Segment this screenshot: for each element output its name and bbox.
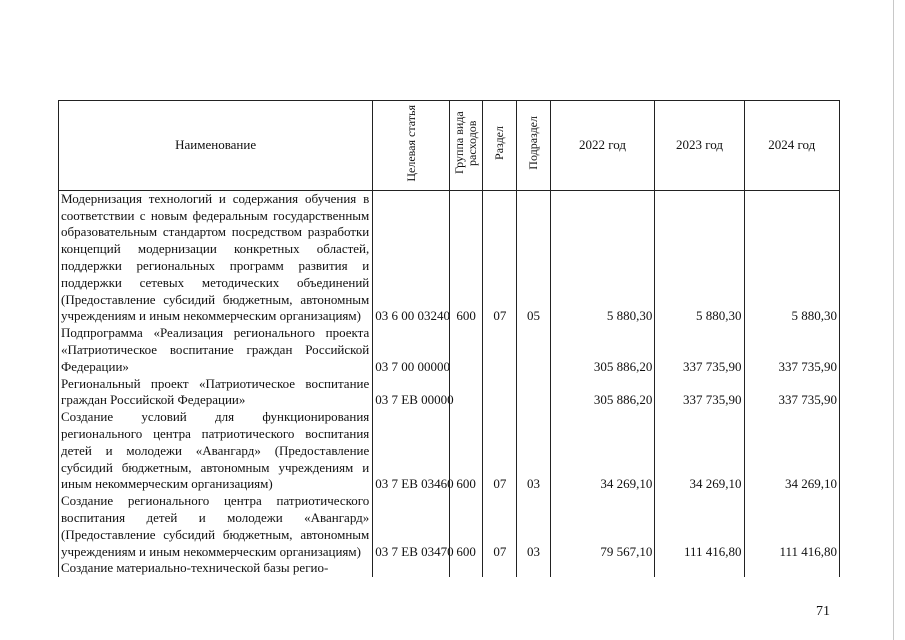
row-2023: 34 269,10 — [655, 409, 744, 493]
row-2024: 337 735,90 — [744, 325, 839, 375]
table-row — [59, 560, 840, 577]
row-2022: 79 567,10 — [550, 493, 655, 560]
row-name: Модернизация технологий и содержания обучения в соответствии с новым федеральным государственным образовательным стандартом посредством разработки концепций модернизации конкретных областей, поддержки региональных программ развития и поддержки сетевых методических объединений (Предоставление субсидий бюджетным, автономным учреждениям и иным некоммерческим организациям) — [59, 190, 373, 325]
table-row — [59, 190, 840, 325]
row-group: 600 — [450, 190, 483, 325]
table-row — [59, 376, 840, 410]
row-name: Подпрограмма «Реализация регионального проекта «Патриотическое воспитание граждан Российской Федерации» — [59, 325, 373, 375]
table-row — [59, 409, 840, 493]
row-2024: 337 735,90 — [744, 376, 839, 410]
header-name: Наименование — [59, 101, 373, 191]
row-section — [483, 560, 517, 577]
row-section: 07 — [483, 190, 517, 325]
row-subsection: 03 — [517, 493, 550, 560]
row-subsection — [517, 560, 550, 577]
row-2023: 111 416,80 — [655, 493, 744, 560]
header-subsection: Подраздел — [517, 101, 550, 191]
header-expense-group: Группа вида расходов — [450, 101, 483, 191]
row-group: 600 — [450, 409, 483, 493]
row-group — [450, 560, 483, 577]
row-article: 03 7 EB 03460 — [373, 409, 450, 493]
row-article: 03 7 00 00000 — [373, 325, 450, 375]
row-subsection: 05 — [517, 190, 550, 325]
header-row — [59, 101, 840, 191]
row-name: Региональный проект «Патриотическое воспитание граждан Российской Федерации» — [59, 376, 373, 410]
header-section: Раздел — [483, 101, 517, 191]
row-section — [483, 376, 517, 410]
row-2022 — [550, 560, 655, 577]
row-2024: 111 416,80 — [744, 493, 839, 560]
row-2024: 34 269,10 — [744, 409, 839, 493]
header-2022: 2022 год — [550, 101, 655, 191]
row-name: Создание материально-технической базы регио- — [59, 560, 373, 577]
row-2023 — [655, 560, 744, 577]
row-2024: 5 880,30 — [744, 190, 839, 325]
row-name: Создание регионального центра патриотического воспитания детей и молодежи «Авангард» (Предоставление субсидий бюджетным, автономным учреждениям и иным некоммерческим организациям) — [59, 493, 373, 560]
header-2024: 2024 год — [744, 101, 839, 191]
row-group: 600 — [450, 493, 483, 560]
row-subsection: 03 — [517, 409, 550, 493]
table-row — [59, 493, 840, 560]
row-2022: 305 886,20 — [550, 376, 655, 410]
row-2022: 305 886,20 — [550, 325, 655, 375]
row-subsection — [517, 325, 550, 375]
row-2023: 337 735,90 — [655, 376, 744, 410]
table-row — [59, 325, 840, 375]
row-2023: 5 880,30 — [655, 190, 744, 325]
header-target-article: Целевая статья — [373, 101, 450, 191]
row-2022: 34 269,10 — [550, 409, 655, 493]
row-article: 03 7 EB 00000 — [373, 376, 450, 410]
page-edge — [893, 0, 894, 640]
row-section — [483, 325, 517, 375]
row-2024 — [744, 560, 839, 577]
row-subsection — [517, 376, 550, 410]
row-article — [373, 560, 450, 577]
row-section: 07 — [483, 493, 517, 560]
row-group — [450, 376, 483, 410]
row-2023: 337 735,90 — [655, 325, 744, 375]
header-2023: 2023 год — [655, 101, 744, 191]
row-2022: 5 880,30 — [550, 190, 655, 325]
row-article: 03 7 EB 03470 — [373, 493, 450, 560]
row-group — [450, 325, 483, 375]
row-article: 03 6 00 03240 — [373, 190, 450, 325]
row-name: Создание условий для функционирования регионального центра патриотического воспитания детей и молодежи «Авангард» (Предоставление субсидий бюджетным, автономным учреждениям и иным некоммерческим организациям) — [59, 409, 373, 493]
row-section: 07 — [483, 409, 517, 493]
budget-table — [58, 100, 840, 577]
page-number: 71 — [816, 604, 830, 619]
